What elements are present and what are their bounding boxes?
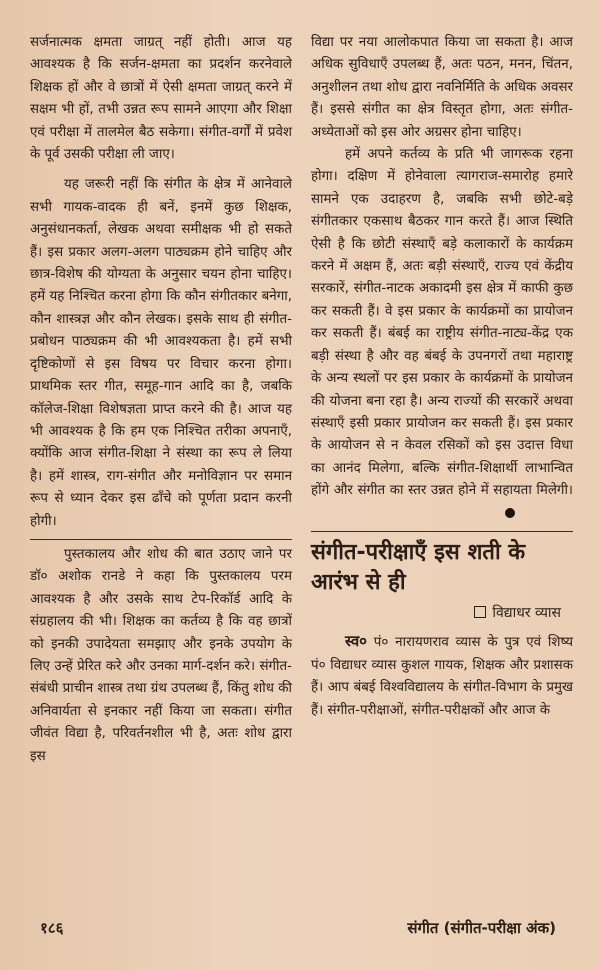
right-paragraph-2	[311, 144, 573, 525]
right-paragraph-1: विद्या पर नया आलोकपात किया जा सकता है। आज अधिक सुविधाएँ उपलब्ध हैं, अतः पठन, मनन, चिंतन, अनुशीलन तथा शोध द्वारा नवनिर्मिति के अधिक अवसर हैं। इससे संगीत का क्षेत्र विस्तृत होगा, अतः संगीत-अध्येताओं को इस ओर अग्रसर होना चाहिए।	[311, 35, 573, 140]
right-paragraph-3-text: पं० नारायणराव व्यास के पुत्र एवं शिष्य पं० विद्याधर व्यास कुशल गायक, शिक्षक और प्रशासक हैं। आप बंबई विश्वविद्यालय के संगीत-विभाग के प्रमुख हैं। संगीत-परीक्षाओं, संगीत-परीक्षकों और आज के	[311, 635, 573, 718]
square-icon	[474, 606, 486, 618]
left-paragraph-1: सर्जनात्मक क्षमता जाग्रत् नहीं होती। आज यह आवश्यक है कि सर्जन-क्षमता का प्रदर्शन करनेवाले शिक्षक हों और वे छात्रों में ऐसी क्षमता जाग्रत् करने में सक्षम भी हों, तभी उन्नत रूप सामने आएगा और शिक्षा एवं परीक्षा में तालमेल बैठ सकेगा। संगीत-वर्गों में प्रवेश के पूर्व उसकी परीक्षा ली जाए।	[30, 35, 292, 163]
left-column	[30, 32, 292, 768]
end-bullet-icon	[505, 508, 515, 518]
left-paragraph-2: यह जरूरी नहीं कि संगीत के क्षेत्र में आनेवाले सभी गायक-वादक ही बनें, इनमें कुछ शिक्षक, अनुसंधानकर्ता, लेखक अथवा समीक्षक भी हो सकते हैं। इस प्रकार अलग-अलग पाठ्यक्रम होने चाहिए और छात्र-विशेष की योग्यता के अनुसार चयन होना चाहिए। हमें यह निश्चित करना होगा कि कौन संगीतकार बनेगा, कौन शास्त्रज्ञ और कौन लेखक। इसके साथ ही संगीत-प्रबोधन पाठ्यक्रम की भी आवश्यकता है। हमें सभी दृष्टिकोणों से इस विषय पर विचार करना होगा। प्राथमिक स्तर गीत, समूह-गान आदि का है, जबकि कॉलेज-शिक्षा विशेषज्ञता प्राप्त करने की है। आज यह भी आवश्यक है कि हम एक निश्चित तरीका अपनाएँ, क्योंकि आज संगीत-शिक्षा ने संस्था का रूप ले लिया है। हमें शास्त्र, राग-संगीत और मनोविज्ञान पर समान रूप से ध्यान देकर इस ढाँचे को पूर्णता प्रदान करनी होगी।	[30, 177, 292, 529]
lead-word: स्व०	[345, 632, 367, 651]
left-paragraph-3: पुस्तकालय और शोध की बात उठाए जाने पर डॉ० अशोक रानडे ने कहा कि पुस्तकालय परम आवश्यक है और उसके साथ टेप-रिकॉर्ड आदि के संग्रहालय की भी। शिक्षक का कर्तव्य है कि वह छात्रों को इनकी उपादेयता समझाए और इनके उपयोग के लिए उन्हें प्रेरित करे और उनका मार्ग-दर्शन करे। संगीत-संबंधी प्राचीन शास्त्र तथा ग्रंथ उपलब्ध हैं, किंतु शोध की अनिवार्यता से इनकार नहीं किया जा सकता। संगीत जीवंत विद्या है, परिवर्तनशील भी है, अतः शोध द्वारा इस	[30, 546, 292, 764]
right-paragraph-3	[311, 630, 573, 722]
author-name: विद्याधर व्यास	[492, 604, 561, 621]
right-paragraph-2-text: हमें अपने कर्तव्य के प्रति भी जागरूक रहना होगा। दक्षिण में होनेवाला त्यागराज-समारोह हमारे सामने एक उदाहरण है, जबकि सभी छोटे-बड़े संगीतकार एकसाथ बैठकर गान करते हैं। आज स्थिति ऐसी है कि छोटी संस्थाएँ बड़े कलाकारों के कार्यक्रम करने में अक्षम हैं, अतः बड़ी संस्थाएँ, राज्य एवं केंद्रीय सरकारें, संगीत-नाटक अकादमी इस क्षेत्र में काफी कुछ कर सकती हैं। वे इस प्रकार के कार्यक्रमों का प्रायोजन कर सकती हैं। बंबई का राष्ट्रीय संगीत-नाट्य-केंद्र एक बड़ी संस्था है और वह बंबई के उपनगरों तथा महाराष्ट्र के अन्य स्थलों पर इस प्रकार के कार्यक्रमों के प्रायोजन की योजना बना रहा है। अन्य राज्यों की सरकारें अथवा संस्थाएँ इसी प्रकार प्रायोजन कर सकती हैं। इस प्रकार के आयोजन से न केवल रसिकों को इस उदात्त विधा का आनंद मिलेगा, बल्कि संगीत-शिक्षार्थी लाभान्वित होंगे और संगीत का स्तर उन्नत होने में सहायता मिलेगी।	[311, 147, 573, 499]
running-title: संगीत (संगीत-परीक्षा अंक)	[407, 919, 556, 937]
section-divider	[30, 539, 292, 540]
page-number: १८६	[40, 919, 64, 937]
right-column	[311, 32, 573, 722]
author-byline	[311, 602, 561, 624]
paragraph-gap	[30, 166, 292, 174]
article-divider	[311, 531, 573, 532]
article-heading: संगीत-परीक्षाएँ इस शती के आरंभ से ही	[311, 539, 526, 595]
